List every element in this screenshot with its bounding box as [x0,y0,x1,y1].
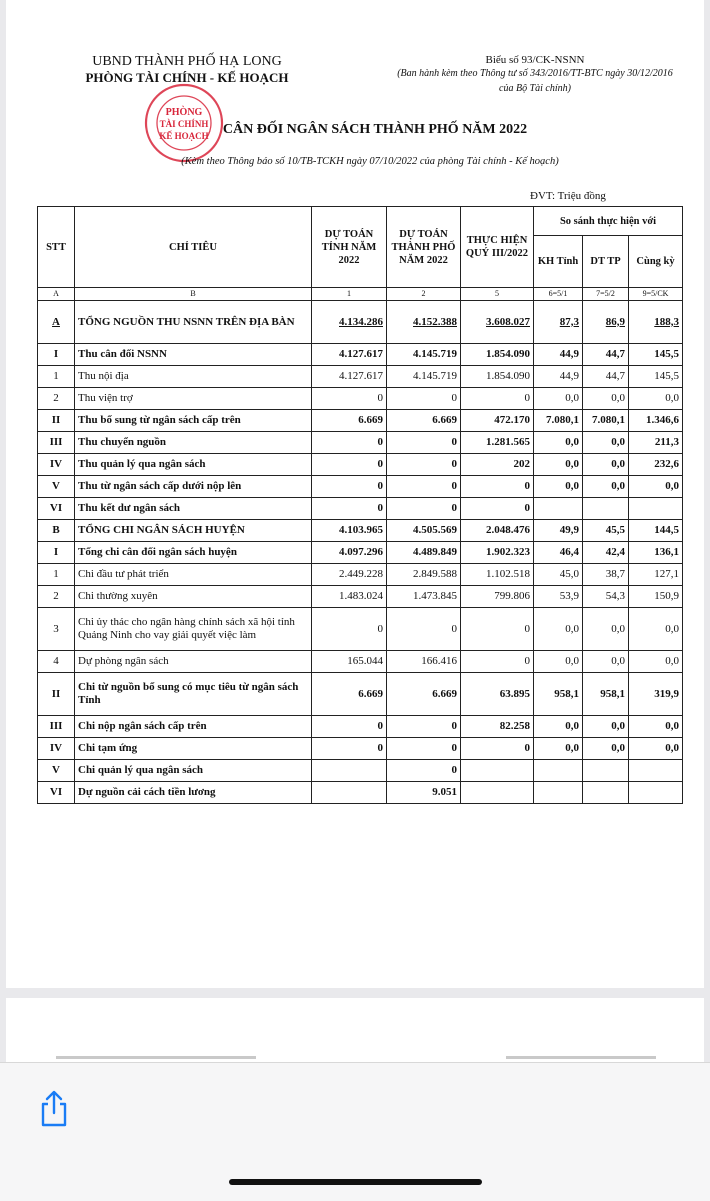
cell-v4: 53,9 [534,586,583,608]
cell-v6: 145,5 [629,344,683,366]
header-cung-ky: Cùng kỳ [629,236,683,288]
cell-stt: III [38,716,75,738]
cell-v2: 1.473.845 [387,586,461,608]
cell-v2: 0 [387,388,461,410]
table-row [38,673,683,716]
cell-v4: 0,0 [534,608,583,651]
cell-v3: 2.048.476 [461,520,534,542]
cell-v5: 0,0 [583,454,629,476]
header-du-toan-tinh: DỰ TOÁN TỈNH NĂM 2022 [312,207,387,288]
cell-v6: 144,5 [629,520,683,542]
cell-stt: II [38,410,75,432]
cell-v5 [583,760,629,782]
cell-name: Thu bổ sung từ ngân sách cấp trên [75,410,312,432]
table-header-row [38,207,683,236]
table-row [38,301,683,344]
cell-v4 [534,498,583,520]
cell-v1: 4.134.286 [312,301,387,344]
header-kh-tinh: KH Tỉnh [534,236,583,288]
cell-v5 [583,498,629,520]
cell-v1: 6.669 [312,673,387,716]
home-indicator[interactable] [229,1179,482,1185]
table-row [38,564,683,586]
cell-v4: 0,0 [534,454,583,476]
cell-v2: 6.669 [387,410,461,432]
cell-v3: 799.806 [461,586,534,608]
cell-v1: 0 [312,476,387,498]
cell-v3: 3.608.027 [461,301,534,344]
cell-v6: 136,1 [629,542,683,564]
cell-name: TỔNG NGUỒN THU NSNN TRÊN ĐỊA BÀN [75,301,312,344]
cell-v6: 211,3 [629,432,683,454]
cell-v1 [312,782,387,804]
cell-v2: 0 [387,716,461,738]
cell-v5 [583,782,629,804]
cell-v1: 4.127.617 [312,366,387,388]
cell-v5: 38,7 [583,564,629,586]
cell-v3: 0 [461,608,534,651]
table-row [38,651,683,673]
cell-stt: VI [38,498,75,520]
cell-v1: 2.449.228 [312,564,387,586]
cell-v6 [629,498,683,520]
issuer-line1: UBND THÀNH PHỐ HẠ LONG [92,54,282,69]
cell-v4: 7.080,1 [534,410,583,432]
header-so-sanh: So sánh thực hiện với [534,207,683,236]
table-row [38,716,683,738]
cell-name: Chi từ nguồn bổ sung có mục tiêu từ ngân sách Tỉnh [75,673,312,716]
cell-v6 [629,760,683,782]
cell-v6: 0,0 [629,738,683,760]
cell-v5: 7.080,1 [583,410,629,432]
cell-name: TỔNG CHI NGÂN SÁCH HUYỆN [75,520,312,542]
cell-stt: V [38,476,75,498]
form-info-block [395,54,675,96]
cell-v2: 4.152.388 [387,301,461,344]
cell-name: Tổng chi cân đối ngân sách huyện [75,542,312,564]
cell-name: Thu viện trợ [75,388,312,410]
cell-v6: 0,0 [629,608,683,651]
cell-v6: 1.346,6 [629,410,683,432]
cell-v1: 0 [312,498,387,520]
cell-v2: 9.051 [387,782,461,804]
cell-name: Chi nộp ngân sách cấp trên [75,716,312,738]
cell-v3: 472.170 [461,410,534,432]
document-title: CÂN ĐỐI NGÂN SÁCH THÀNH PHỐ NĂM 2022 [222,122,528,137]
cell-v2: 166.416 [387,651,461,673]
form-number: Biểu số 93/CK-NSNN [485,54,585,66]
stamp-text-1: PHÒNG [165,107,203,118]
cell-v2: 4.145.719 [387,344,461,366]
cell-v6 [629,782,683,804]
cell-v5: 0,0 [583,608,629,651]
cell-name: Dự phòng ngân sách [75,651,312,673]
table-row [38,608,683,651]
cell-stt: 3 [38,608,75,651]
cell-v2: 0 [387,476,461,498]
table-row [38,760,683,782]
cell-v3: 0 [461,651,534,673]
cell-v3 [461,782,534,804]
cell-name: Chi tạm ứng [75,738,312,760]
cell-v6: 232,6 [629,454,683,476]
cell-v2: 0 [387,760,461,782]
cell-name: Thu quản lý qua ngân sách [75,454,312,476]
cell-v4: 0,0 [534,476,583,498]
cell-v4: 44,9 [534,366,583,388]
cell-v1: 4.127.617 [312,344,387,366]
cell-v6: 0,0 [629,388,683,410]
table-row [38,454,683,476]
header-du-toan-tp: DỰ TOÁN THÀNH PHỐ NĂM 2022 [387,207,461,288]
cell-v2: 2.849.588 [387,564,461,586]
index-cell: B [75,288,312,301]
cell-v5: 0,0 [583,716,629,738]
cell-v6: 0,0 [629,716,683,738]
cell-name: Thu nội địa [75,366,312,388]
table-row [38,410,683,432]
cell-v2: 0 [387,432,461,454]
cell-v2: 0 [387,498,461,520]
table-row [38,498,683,520]
cell-v2: 4.489.849 [387,542,461,564]
cell-v3: 1.102.518 [461,564,534,586]
cell-stt: 4 [38,651,75,673]
cell-v4: 0,0 [534,716,583,738]
cell-v4: 0,0 [534,388,583,410]
cell-v2: 0 [387,738,461,760]
cell-v5: 0,0 [583,476,629,498]
table-row [38,476,683,498]
cell-v4: 0,0 [534,738,583,760]
cell-stt: IV [38,738,75,760]
cell-v1: 4.103.965 [312,520,387,542]
cell-stt: V [38,760,75,782]
cell-v6: 188,3 [629,301,683,344]
unit-label: ĐVT: Triệu đồng [530,190,606,202]
cell-v2: 0 [387,454,461,476]
share-icon[interactable] [34,1089,74,1129]
table-row [38,738,683,760]
cell-v5: 0,0 [583,388,629,410]
table-row [38,586,683,608]
cell-v3: 0 [461,498,534,520]
index-cell: 1 [312,288,387,301]
cell-name: Thu chuyển nguồn [75,432,312,454]
index-cell: 5 [461,288,534,301]
cell-stt: 2 [38,388,75,410]
cell-v2: 4.505.569 [387,520,461,542]
index-cell: 9=5/CK [629,288,683,301]
cell-stt: 1 [38,564,75,586]
issuer-line2: PHÒNG TÀI CHÍNH - KẾ HOẠCH [85,70,289,85]
cell-v3: 63.895 [461,673,534,716]
cell-stt: I [38,542,75,564]
table-row [38,344,683,366]
cell-v4: 44,9 [534,344,583,366]
cell-v5: 42,4 [583,542,629,564]
cell-v3: 0 [461,388,534,410]
cell-v1: 0 [312,716,387,738]
table-row [38,782,683,804]
cell-v5: 44,7 [583,344,629,366]
cell-stt: B [38,520,75,542]
cell-v5: 0,0 [583,651,629,673]
cell-stt: I [38,344,75,366]
table-row [38,432,683,454]
cell-v6: 127,1 [629,564,683,586]
cell-name: Thu kết dư ngân sách [75,498,312,520]
cell-name: Dự nguồn cải cách tiền lương [75,782,312,804]
cell-stt: VI [38,782,75,804]
table-index-row [38,288,683,301]
cell-name: Chi đầu tư phát triển [75,564,312,586]
cell-v5: 86,9 [583,301,629,344]
table-row [38,366,683,388]
cell-v5: 54,3 [583,586,629,608]
index-cell: 2 [387,288,461,301]
index-cell: 7=5/2 [583,288,629,301]
document-subtitle: (Kèm theo Thông báo số 10/TB-TCKH ngày 07/10/2022 của phòng Tài chính - Kế hoạch) [181,156,559,167]
cell-v5: 0,0 [583,432,629,454]
cell-v3: 1.902.323 [461,542,534,564]
cell-v5: 45,5 [583,520,629,542]
cell-v5: 44,7 [583,366,629,388]
cell-name: Chi quản lý qua ngân sách [75,760,312,782]
cell-v2: 6.669 [387,673,461,716]
cell-v3: 1.281.565 [461,432,534,454]
budget-table [37,206,683,804]
table-row [38,520,683,542]
cell-v3: 0 [461,738,534,760]
header-stt: STT [38,207,75,288]
cell-v1: 0 [312,608,387,651]
header-dt-tp: DT TP [583,236,629,288]
cell-v5: 0,0 [583,738,629,760]
cell-v5: 958,1 [583,673,629,716]
cell-v1: 6.669 [312,410,387,432]
cell-v4: 0,0 [534,651,583,673]
cell-v4: 0,0 [534,432,583,454]
index-cell: 6=5/1 [534,288,583,301]
cell-v4: 87,3 [534,301,583,344]
stamp-text-3: KẾ HOẠCH [159,131,209,141]
cell-v1: 1.483.024 [312,586,387,608]
header-chi-tieu: CHỈ TIÊU [75,207,312,288]
cell-v1: 0 [312,454,387,476]
cell-v4: 49,9 [534,520,583,542]
cell-v1: 4.097.296 [312,542,387,564]
cell-name: Thu cân đối NSNN [75,344,312,366]
cell-stt: IV [38,454,75,476]
cell-v3: 82.258 [461,716,534,738]
cell-name: Thu từ ngân sách cấp dưới nộp lên [75,476,312,498]
cell-v6: 145,5 [629,366,683,388]
cell-v1: 0 [312,388,387,410]
cell-v3 [461,760,534,782]
table-row [38,388,683,410]
cell-name: Chi ủy thác cho ngân hàng chính sách xã hội tỉnh Quảng Ninh cho vay giải quyết việc làm [75,608,312,651]
index-cell: A [38,288,75,301]
header-thuc-hien: THỰC HIỆN QUÝ III/2022 [461,207,534,288]
cell-v3: 0 [461,476,534,498]
cell-v1: 165.044 [312,651,387,673]
cell-v4 [534,760,583,782]
cell-stt: A [38,301,75,344]
cell-v4 [534,782,583,804]
cell-stt: II [38,673,75,716]
cell-v6: 319,9 [629,673,683,716]
cell-v3: 1.854.090 [461,344,534,366]
cell-v1: 0 [312,738,387,760]
cell-v2: 4.145.719 [387,366,461,388]
cell-v6: 0,0 [629,476,683,498]
cell-v4: 958,1 [534,673,583,716]
cell-v1: 0 [312,432,387,454]
cell-stt: 1 [38,366,75,388]
cell-v4: 45,0 [534,564,583,586]
cell-v6: 0,0 [629,651,683,673]
form-note: (Ban hành kèm theo Thông tư số 343/2016/TT-BTC ngày 30/12/2016 của Bộ Tài chính) [397,68,673,94]
cell-v6: 150,9 [629,586,683,608]
cell-stt: 2 [38,586,75,608]
cell-stt: III [38,432,75,454]
stamp-text-2: TÀI CHÍNH [159,119,209,129]
cell-v4: 46,4 [534,542,583,564]
table-row [38,542,683,564]
cell-v3: 202 [461,454,534,476]
cell-v2: 0 [387,608,461,651]
cell-v3: 1.854.090 [461,366,534,388]
cell-v1 [312,760,387,782]
cell-name: Chi thường xuyên [75,586,312,608]
